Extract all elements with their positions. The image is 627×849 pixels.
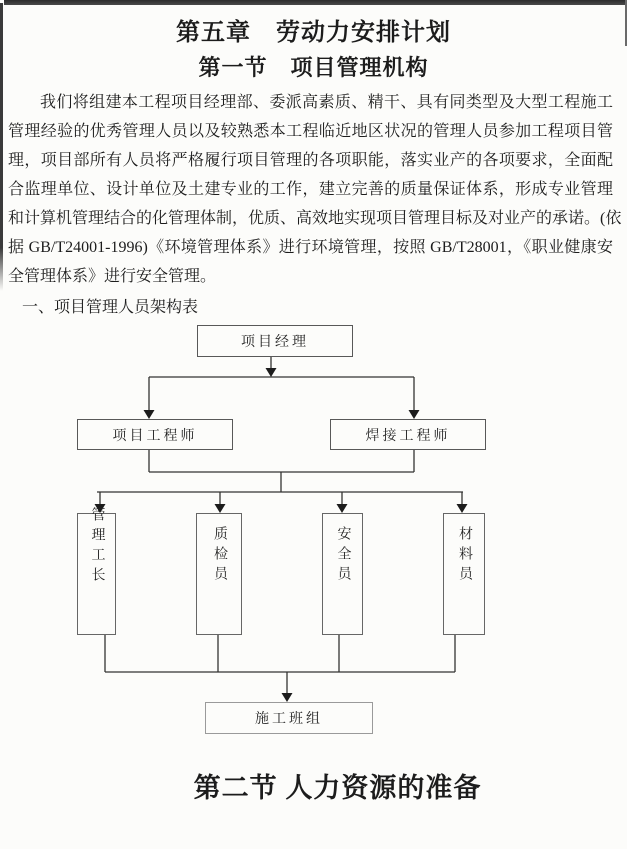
node-project-manager xyxy=(197,325,353,357)
node-label: 焊接工程师 xyxy=(365,428,451,444)
section-two-title: 第二节 人力资源的准备 xyxy=(193,773,482,803)
node-safety-officer xyxy=(322,513,363,635)
node-quality-inspector xyxy=(196,513,242,635)
scan-edge-top xyxy=(4,0,627,5)
paragraph-line: 我们将组建本工程项目经理部、委派高素质、精干、具有同类型及大型工程施工 xyxy=(40,94,613,111)
node-label: 管理工长 xyxy=(89,507,105,587)
body-paragraph xyxy=(8,88,622,291)
paragraph-line: 据 GB/T24001-1996)《环境管理体系》进行环境管理，按照 GB/T28001，《职业健康安 xyxy=(8,239,613,256)
paragraph-line: 和计算机管理结合的化管理体制，优质、高效地实现项目管理目标及对业产的承诺。(依 xyxy=(8,210,622,227)
node-label: 施工班组 xyxy=(255,712,323,727)
node-label: 质检员 xyxy=(212,526,227,586)
node-welding-engineer xyxy=(330,419,486,450)
paragraph-line: 管理经验的优秀管理人员以及较熟悉本工程临近地区状况的管理人员参加工程项目管 xyxy=(8,123,613,140)
paragraph-line: 全管理体系》进行安全管理。 xyxy=(8,268,217,285)
node-management-foreman xyxy=(77,507,116,635)
node-construction-team xyxy=(205,702,373,734)
node-label: 材料员 xyxy=(457,526,472,586)
section-one-title: 第一节 项目管理机构 xyxy=(198,55,429,80)
list-heading: 一、项目管理人员架构表 xyxy=(22,299,199,316)
node-material-clerk xyxy=(443,513,485,635)
paragraph-line: 合监理单位、设计单位及土建专业的工作，建立完善的质量保证体系，形成专业管理 xyxy=(8,181,613,198)
chapter-title: 第五章 劳动力安排计划 xyxy=(176,20,451,46)
node-label: 项目经理 xyxy=(241,335,309,350)
node-label: 项目工程师 xyxy=(112,428,198,444)
org-chart xyxy=(0,318,627,750)
node-label: 安全员 xyxy=(335,526,351,586)
paragraph-line: 理，项目部所有人员将严格履行项目管理的各项职能，落实业产的各项要求，全面配 xyxy=(8,152,613,169)
node-project-engineer xyxy=(77,419,233,450)
